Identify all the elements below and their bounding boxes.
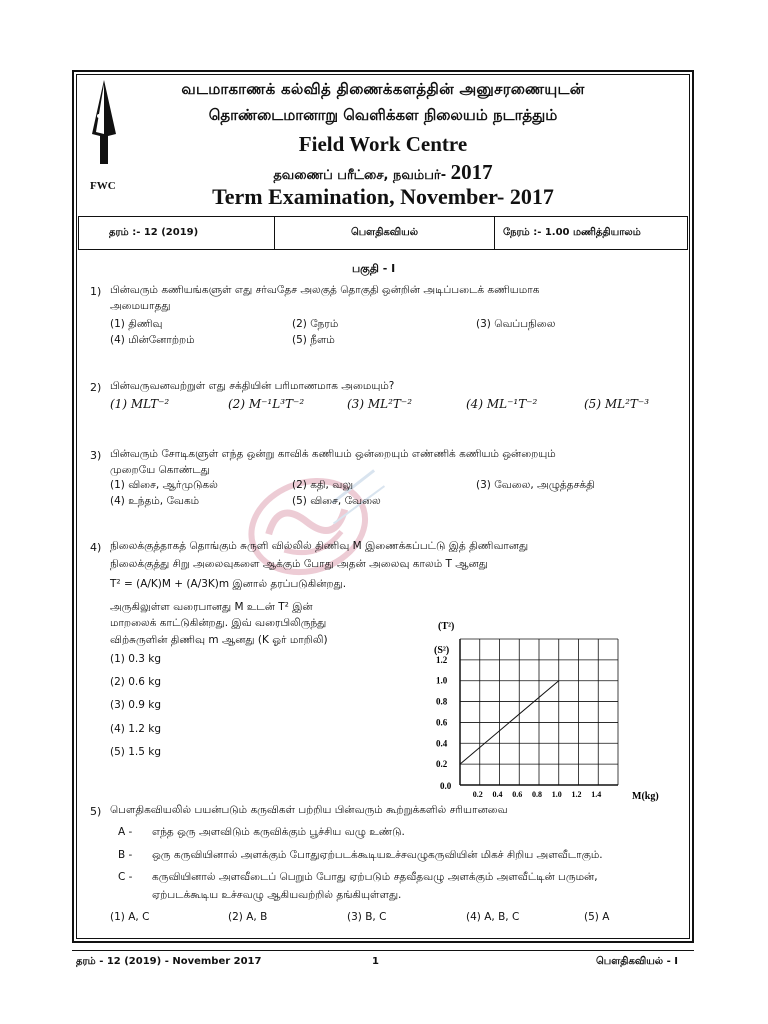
question-1-line-1: பின்வரும் கணியங்களுள் எது சர்வதேச அலகுத் தொகுதி ஒன்றின் அடிப்படைக் கணியமாக (110, 284, 540, 296)
graph-x-tick-label: 1.0 (551, 790, 562, 799)
question-3-number: 3) (90, 449, 102, 462)
question-2-option-5[interactable]: (5) ML²T⁻³ (584, 397, 650, 411)
question-1-option-3[interactable]: (3) வெப்பநிலை (476, 318, 556, 330)
question-1-option-5[interactable]: (5) நீளம் (292, 334, 335, 346)
graph-y-tick-label: 0.4 (436, 738, 448, 749)
question-4-option-4[interactable]: (4) 1.2 kg (110, 723, 161, 735)
question-5-statement-a: எந்த ஒரு அளவிடும் கருவிக்கும் பூச்சிய வழு உண்டு. (152, 826, 405, 838)
graph-y-tick-label: 0.6 (436, 717, 448, 728)
graph-svg (420, 615, 680, 805)
graph-y-tick-label: 0.8 (436, 696, 448, 707)
question-1-option-4[interactable]: (4) மின்னோற்றம் (110, 334, 195, 346)
question-4-option-3[interactable]: (3) 0.9 kg (110, 699, 161, 711)
footer-right: பௌதிகவியல் - I (596, 956, 678, 967)
graph-x-axis-label: M(kg) (632, 791, 659, 802)
question-4-line-4: அருகிலுள்ள வரைபானது M உடன் T² இன் (110, 601, 313, 613)
graph-x-tick-label: 1.4 (591, 790, 602, 799)
question-1-number: 1) (90, 285, 102, 298)
question-4-line-1: நிலைக்குத்தாகத் தொங்கும் சுருளி வில்லில் திணிவு M இணைக்கப்பட்டு இத் திணிவானது (110, 540, 529, 552)
footer-rule (72, 950, 694, 951)
question-2-option-1[interactable]: (1) MLT⁻² (110, 397, 170, 411)
question-5-statement-b-label: B - (118, 849, 133, 861)
question-5-statement-c-cont: ஏற்படக்கூடிய உச்சவழு ஆகியவற்றில் தங்கியுள்ளது. (152, 889, 402, 901)
graph-x-tick-label: 1.2 (571, 790, 582, 799)
question-5-option-4[interactable]: (4) A, B, C (466, 911, 520, 923)
question-2-line-1: பின்வருவனவற்றுள் எது சக்தியின் பரிமாணமாக அமையும்? (110, 380, 395, 392)
question-5-option-5[interactable]: (5) A (584, 911, 610, 923)
question-4-line-6: விற்சுருளின் திணிவு m ஆனது (K ஓர் மாறிலி) (110, 634, 328, 646)
question-5-option-3[interactable]: (3) B, C (347, 911, 387, 923)
question-1-option-2[interactable]: (2) நேரம் (292, 318, 339, 330)
question-2-number: 2) (90, 381, 102, 394)
question-2-option-4[interactable]: (4) ML⁻¹T⁻² (466, 397, 538, 411)
graph-y-tick-label: 1.2 (436, 654, 448, 665)
graph-x-tick-label: 0.8 (532, 790, 542, 799)
graph-x-tick-label: 0.2 (472, 790, 483, 799)
question-1-option-1[interactable]: (1) திணிவு (110, 318, 163, 330)
footer-page-number: 1 (372, 956, 379, 967)
question-2-option-3[interactable]: (3) ML²T⁻² (347, 397, 413, 411)
question-5-statement-c-label: C - (118, 871, 133, 883)
grade-cell: தரம் :- 12 (2019) (79, 217, 275, 249)
question-3-option-3[interactable]: (3) வேலை, அழுத்தசக்தி (476, 479, 595, 491)
question-3-option-4[interactable]: (4) உந்தம், வேகம் (110, 495, 200, 507)
question-4-option-1[interactable]: (1) 0.3 kg (110, 653, 161, 665)
header-tamil-line-3 (78, 160, 688, 185)
header-english-line-1: Field Work Centre (298, 132, 468, 156)
time-cell: நேரம் :- 1.00 மணித்தியாலம் (503, 227, 641, 238)
question-3-line-2: முறையே கொண்டது (110, 464, 210, 476)
t-squared-vs-mass-graph (420, 615, 680, 805)
question-4-line-2: நிலைக்குத்து சிறு அலைவுகளை ஆக்கும் போது அதன் அலைவு காலம் T ஆனது (110, 558, 488, 570)
header-tamil-exam-label: தவணைப் பரீட்சை, நவம்பர்- (273, 168, 447, 183)
header-tamil-line-2: தொண்டைமானாறு வெளிக்கள நிலையம் நடாத்தும் (208, 106, 558, 124)
question-4-line-3: T² = (A/K)M + (A/3K)m இனால் தரப்படுகின்றது. (110, 578, 347, 590)
graph-y-axis-unit: (S²) (434, 645, 450, 656)
graph-origin-label: 0.0 (440, 781, 452, 791)
question-2-option-2[interactable]: (2) M⁻¹L³T⁻² (228, 397, 305, 411)
logo-label: FWC (90, 180, 116, 192)
question-3-option-1[interactable]: (1) விசை, ஆர்முடுகல் (110, 479, 218, 491)
graph-y-tick-label: 0.2 (436, 759, 448, 770)
question-5-number: 5) (90, 805, 102, 818)
question-5-statement-b: ஒரு கருவியினால் அளக்கும் போதுஏற்படக்கூடியஉச்சவழுகருவியின் மிகச் சிறிய அளவீடாகும். (152, 849, 603, 861)
subject-cell: பௌதிகவியல் (275, 217, 495, 249)
graph-x-tick-label: 0.6 (512, 790, 523, 799)
graph-y-axis-label: (T²) (438, 621, 455, 632)
part-title: பகுதி - I (352, 262, 396, 275)
header-tamil-line-1: வடமாகாணக் கல்வித் திணைக்களத்தின் அனுசரணையுடன் (181, 80, 585, 98)
question-4-option-5[interactable]: (5) 1.5 kg (110, 746, 161, 758)
question-4-number: 4) (90, 541, 102, 554)
question-5-statement-c: கருவியினால் அளவீடைப் பெறும் போது ஏற்படும் சதவீதவழு அளக்கும் அளவீட்டின் பருமன், (152, 871, 598, 883)
info-bar (78, 216, 688, 250)
question-1-line-2: அமையாதது (110, 300, 171, 312)
question-3-line-1: பின்வரும் சோடிகளுள் எந்த ஒன்று காவிக் கணியம் ஒன்றையும் எண்ணிக் கணியம் ஒன்றையும் (110, 448, 556, 460)
question-5-option-1[interactable]: (1) A, C (110, 911, 150, 923)
header-tamil-year: 2017 (450, 160, 493, 184)
question-3-option-2[interactable]: (2) கதி, வலு (292, 479, 354, 491)
header-english-line-2: Term Examination, November- 2017 (212, 184, 554, 209)
question-4-option-2[interactable]: (2) 0.6 kg (110, 676, 161, 688)
question-5-line-1: பௌதிகவியலில் பயன்படும் கருவிகள் பற்றிய பின்வரும் கூற்றுக்களில் சரியானவை (110, 804, 508, 816)
question-3-option-5[interactable]: (5) விசை, வேலை (292, 495, 381, 507)
question-5-option-2[interactable]: (2) A, B (228, 911, 268, 923)
graph-x-tick-label: 0.4 (492, 790, 503, 799)
graph-y-tick-label: 1.0 (436, 675, 448, 686)
question-5-statement-a-label: A - (118, 826, 133, 838)
footer-left: தரம் - 12 (2019) - November 2017 (76, 956, 262, 967)
question-4-line-5: மாறலைக் காட்டுகின்றது. இவ் வரைபிலிருந்து (110, 617, 327, 629)
